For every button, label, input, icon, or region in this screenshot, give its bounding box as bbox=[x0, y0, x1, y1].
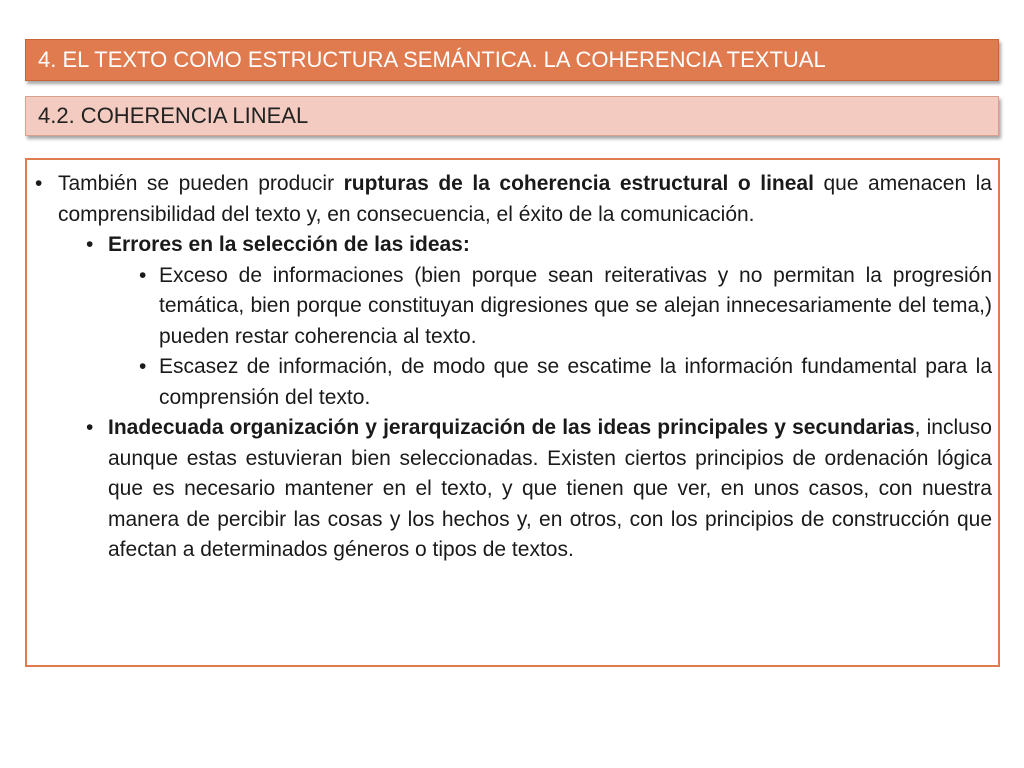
list-item bbox=[27, 352, 1002, 413]
item-bold-text: Inadecuada organización y jerarquización de las ideas principales y secundarias bbox=[108, 416, 915, 439]
list-item bbox=[27, 230, 1002, 261]
bullet-icon: • bbox=[139, 263, 147, 287]
list-item bbox=[27, 261, 1002, 353]
bullet-icon: • bbox=[86, 416, 94, 439]
slide-title: 4. EL TEXTO COMO ESTRUCTURA SEMÁNTICA. LA COHERENCIA TEXTUAL bbox=[25, 39, 999, 81]
content-box bbox=[25, 158, 1000, 667]
section-subtitle: 4.2. COHERENCIA LINEAL bbox=[25, 96, 999, 136]
item-text: También se pueden producir bbox=[58, 172, 344, 195]
item-text: Exceso de informaciones (bien porque sean reiterativas y no permitan la progresión temática, bien porque constituyan digresiones que se alejan innecesariamente del tema,) pueden restar coherencia al texto. bbox=[159, 263, 992, 348]
bullet-icon: • bbox=[86, 233, 94, 256]
bullet-list bbox=[27, 169, 1002, 566]
item-bold-text: Errores en la selección de las ideas: bbox=[108, 233, 470, 256]
bullet-icon: • bbox=[139, 355, 147, 378]
bullet-icon: • bbox=[35, 172, 43, 195]
item-text: que amenacen la comprensibilidad del texto y, en consecuencia, el éxito de la comunicación. bbox=[58, 172, 992, 226]
item-bold-text: rupturas de la coherencia estructural o lineal bbox=[343, 172, 814, 195]
item-text: Escasez de información, de modo que se escatime la información fundamental para la comprensión del texto. bbox=[159, 355, 992, 409]
list-item bbox=[27, 413, 1002, 566]
list-item bbox=[27, 169, 1002, 230]
item-text: , incluso aunque estas estuvieran bien seleccionadas. Existen ciertos principios de ordenación lógica que es necesario mantener en el texto, y que tienen que ver, en unos casos, con nuestra manera de percibir las cosas y los hechos y, en otros, con los principios de construcción que afectan a determinados géneros o tipos de textos. bbox=[108, 416, 992, 561]
